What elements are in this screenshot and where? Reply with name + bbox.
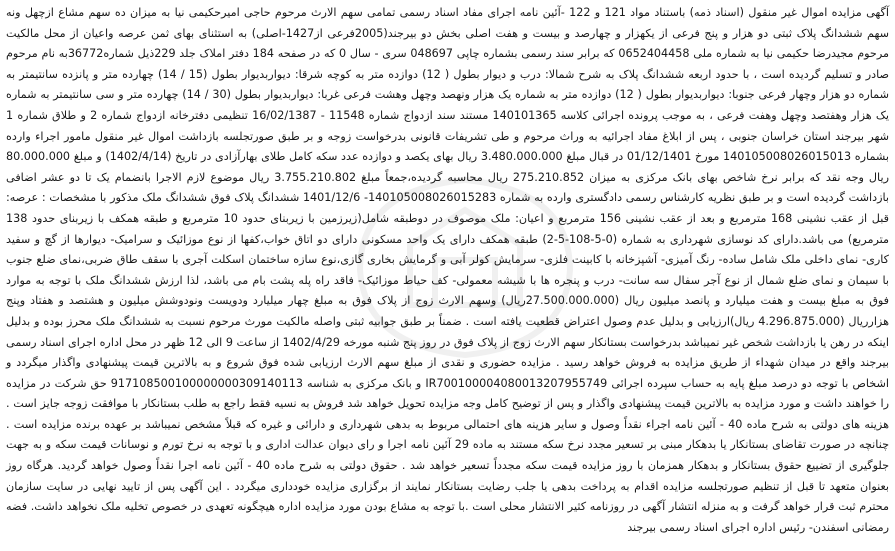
auction-notice-text: آگهی مزایده اموال غیر منقول (اسناد ذمه) باستناد مواد 121 و 122 -آئین نامه اجرای مفاد اسناد رسمی تمامی سهم الارث مرحوم حاجی امیرحکیمی نیا به میزان ده سهم مشاع ازچهل ونه سهم ششدانگ پلاک ثبتی دو هزار و پنج فرعی از یکهزار و چهارصد و بیست و هفت اصلی بخش دو بیرجند(2005فرعی از1427-اصلی) به استثنای بهای ثمن عرصه واعیان از محل مالکیت مرحوم مجیدرضا حکیمی نیا به شماره ملی 0652404458 که برابر سند رسمی بشماره چاپی 048697 سری - سال 0 که در صفحه 184 دفتر املاک جلد 229ذیل شماره36772به نام مرحوم صادر و تسلیم گردیده است ، با حدود اربعه ششدانگ پلاک به شرح شمالا: درب و دیوار بطول ( 12) دوازده متر به کوچه شرقا: دیواربدیوار بطول (15 / 14) چهارده متر و پانزده سانتیمتر به شماره دو هزار وچهار فرعی جنوبا: دیواربدیوار بطول ( 12) دوازده متر به شماره یک هزار ونهصد وچهل وهشت فرعی غربا: دیواربدیوار بطول (30 / 14) چهارده متر و سی سانتیمتر به شماره یک هزار وهفتصد وچهل وهفت فرعی ، به موجب پرونده اجرائی کلاسه 140101365 مستند سند ازدواج شماره 11548 - 16/02/1387 تنظیمی دفترخانه ازدواج شماره 2 و طلاق شماره 1 شهر بیرجند استان خراسان جنوبی ، پس از ابلاغ مفاد اجرائیه به وراث مرحوم و طی تشریفات قانونی بدرخواست زوجه و بر طبق صورتجلسه بازداشت اموال غیر منقول مامور اجراء وارده بشماره 140105008026015013 مورخ 01/12/1401 در قبال مبلغ 3.480.000.000 ریال بهای یکصد و دوازده عدد سکه کامل طلای بهارآزادی در تاریخ (1402/4/14) و مبلغ 80.000.000 ریال وجه نقد که برابر نرخ شاخص بهای بانک مرکزی به میزان 275.210.852 ریال محاسبه گردیده،جمعاً مبلغ 3.755.210.802 ریال موضوع لازم الاجرا بانضمام یک تا دو عشر اضافی بازداشت گردیده است و بر طبق نظریه کارشناس رسمی دادگستری وارده به شماره 140105008026015283- 1401/12/6 ششدانگ پلاک فوق ششدانگ ملک مذکور با مشخصات : عرصه: قبل از عقب نشینی 168 مترمربع و بعد از عقب نشینی 156 مترمربع و اعیان: ملک موصوف در دوطبقه شامل(زیرزمین با زیربنای حدود 10 مترمربع و طبقه همکف با زیربنای حدود 138 مترمربع) می باشد.دارای کد نوسازی شهرداری به شماره (0-5-108-5-2) طبقه همکف دارای یک واحد مسکونی دارای دو اتاق خواب،کفها از نوع موزائیک و سرامیک- دیوارها از گچ و سفید کاری- نمای داخلی ملک شامل ساده- رنگ آمیزی- آشپزخانه با کابینت فلزی- سرمایش کولر آبی و گرمایش بخاری گازی،نوع سازه ساختمان اسکلت آجری با سقف طاق ضربی،نمای ضلع جنوب با سیمان و نمای ضلع شمال از نوع آجر سفال سه سانت- درب و پنجره ها با شیشه معمولی- کف حیاط موزائیک- فاقد راه پله پشت بام می باشد، لذا ارزش ششدانگ ملک با توجه به موارد فوق به مبلغ بیست و هفت میلیارد و پانصد میلیون ریال (27.500.000.000ریال) وسهم الارث زوج از پلاک فوق به مبلغ چهار میلیارد ودویست ونودوشش میلیون و هشتصد و هفتاد وپنج هزارریال (4.296.875.000 ریال)ارزیابی و بدلیل عدم وصول اعتراض قطعیت یافته است . ضمناً بر طبق جوابیه ثبتی واصله مالکیت مورث مرحوم نسبت به ششدانگ ملک محرز بوده و بدلیل اینکه در رهن یا بازداشت شخص غیر نمیباشد بدرخواست بستانکار سهم الارث زوج از پلاک فوق در روز پنج شنبه مورخه 1402/4/29 از ساعت 9 الی 12 ظهر در محل اداره اجرای اسناد رسمی بیرجند واقع در میدان شهداء از طریق مزایده به فروش خواهد رسید . مزایده حضوری و نقدی از مبلغ سهم الارث ارزیابی شده فوق شروع و به بالاترین قیمت پیشنهادی واگذار میگردد و اشخاص با توجه دو درصد مبلغ پایه به حساب سپرده اجرائی IR700100004080013207955749 و بانک مرکزی به شناسه 917108500100000000309140113 حق شرکت در مزایده را خواهند داشت و مورد مزایده به بالاترین قیمت پیشنهادی واگذار و پس از توضیح کامل وجه مزایده تحویل خواهد شد فروش به نسیه فقط راجع به طلب بستانکار با موافقت زوجه جایز است . هزینه های دولتی به شرح ماده 40 - آئین نامه اجراء نقداً وصول و سایر هزینه های احتمالی مربوط به بدهی شهرداری و دارائی و غیره که قبلاً مشخص نمیباشد بر عهده برنده مزایده است . چنانچه در صورت تقاضای بستانکار یا بدهکار مبنی بر تسعیر مجدد نرخ سکه مستند به ماده 29 آئین نامه اجرا و رای دیوان عدالت اداری و با توجه به نرخ تورم و نوسانات قیمت سکه و به جهت جلوگیری از تضییع حقوق بستانکار و بدهکار همزمان با روز مزایده قیمت سکه مجدداً تسعیر خواهد شد . حقوق دولتی به شرح ماده 40 - آئین نامه اجرا نقداً وصول خواهد گردید. هرگاه روز بعنوان متعهد تا قبل از تنظیم صورتجلسه مزایده اقدام به پرداخت بدهی یا جلب رضایت بستانکار نمایند از برگزاری مزایده خودداری میگردد . این آگهی پس از تایید نهایی در سایت سازمان محترم ثبت قرار خواهد گرفت و به منزله انتشار آگهی در روزنامه کثیر الانتشار محلی است .با توجه به مشاع بودن مورد مزایده اداره هیچگونه تعهدی در خصوص تخلیه ملک نخواهد داشت. فضه رمضانی اسفندن- رئیس اداره اجرای اسناد رسمی بیرجند bbox=[6, 6, 890, 534]
